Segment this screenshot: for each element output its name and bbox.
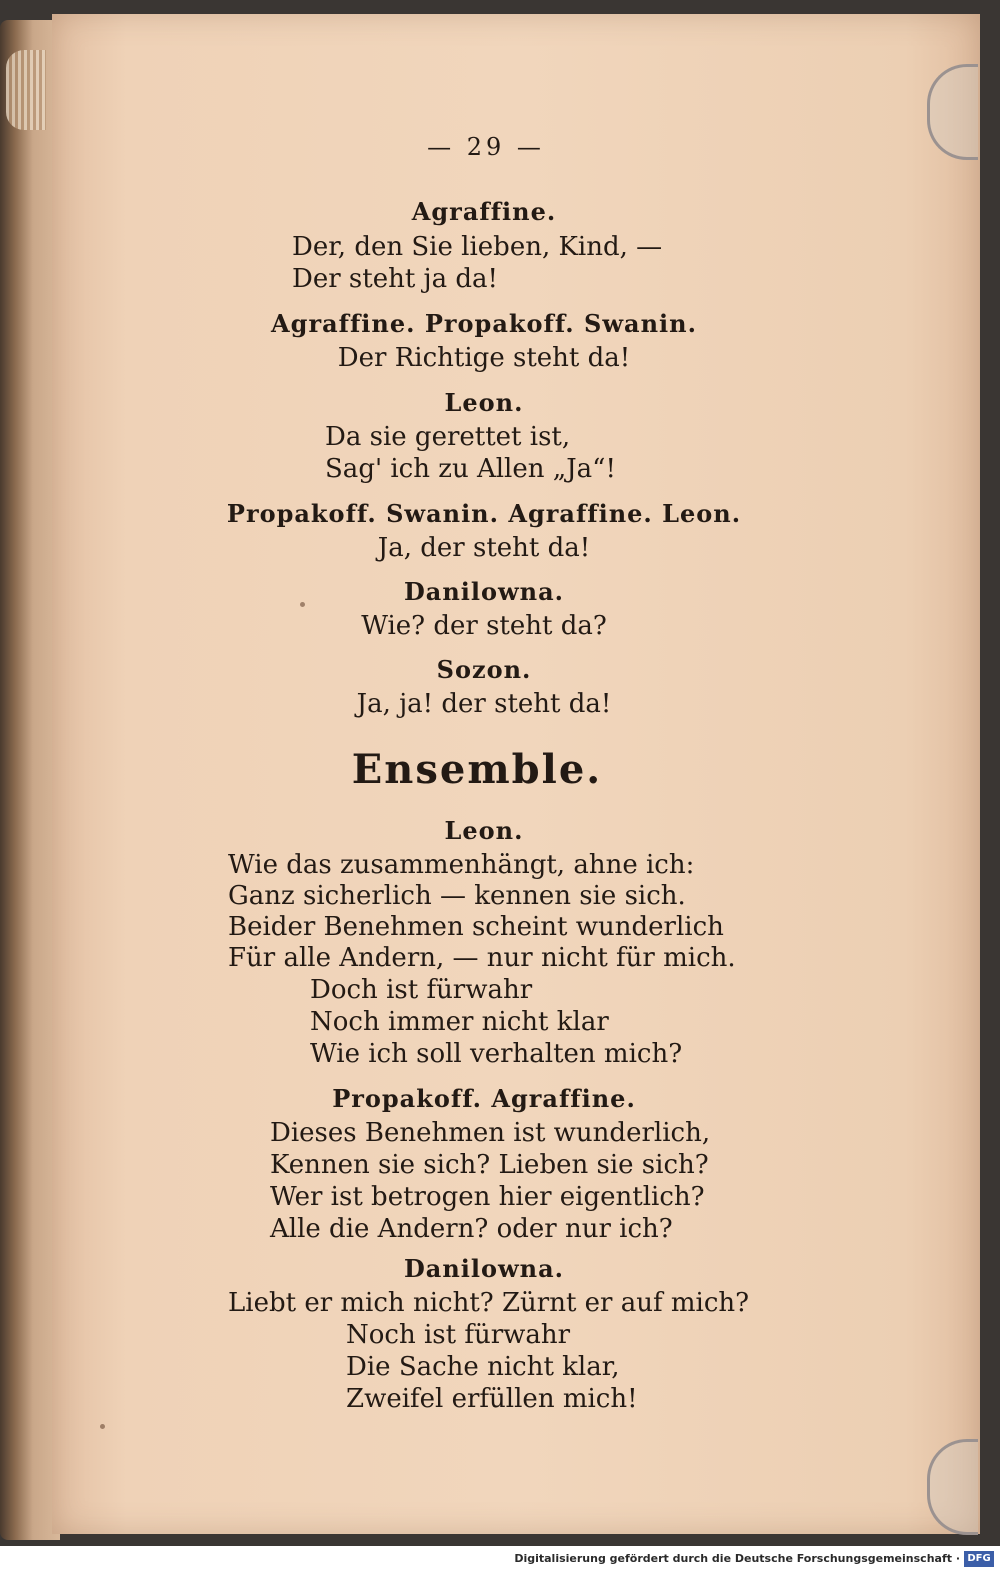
book-spine-edge [0, 20, 60, 1540]
speaker-name: Propakoff. Swanin. Agraffine. Leon. [226, 499, 742, 528]
verse-line: Wie das zusammenhängt, ahne ich: [228, 850, 695, 880]
ink-speck [300, 602, 305, 607]
verse-line: Die Sache nicht klar, [346, 1352, 620, 1382]
speaker-name: Leon. [444, 816, 524, 845]
verse-line: Wie? der steht da? [361, 611, 607, 641]
verse-line: Alle die Andern? oder nur ich? [270, 1214, 673, 1244]
verse-line: Zweifel erfüllen mich! [346, 1384, 638, 1414]
verse-line: Noch immer nicht klar [310, 1007, 609, 1037]
verse-line: Der Richtige steht da! [337, 343, 631, 373]
verse-line: Kennen sie sich? Lieben sie sich? [270, 1150, 709, 1180]
verse-line: Wie ich soll verhalten mich? [310, 1039, 683, 1069]
verse-line: Da sie gerettet ist, [325, 422, 571, 452]
page-edges [6, 50, 46, 130]
digitization-footer [0, 1546, 1000, 1574]
verse-line: Für alle Andern, — nur nicht für mich. [228, 943, 736, 973]
speaker-name: Danilowna. [403, 577, 565, 606]
verse-line: Der steht ja da! [292, 264, 498, 294]
page-number: — 29 — [427, 133, 545, 161]
page-clip-top [927, 64, 978, 160]
page-clip-bottom [927, 1439, 978, 1535]
verse-line: Der, den Sie lieben, Kind, — [292, 232, 663, 262]
verse-line: Dieses Benehmen ist wunderlich, [270, 1118, 711, 1148]
verse-line: Beider Benehmen scheint wunderlich [228, 912, 724, 942]
dfg-logo: DFG [964, 1551, 994, 1567]
speaker-name: Agraffine. [411, 197, 557, 226]
ink-speck [100, 1424, 105, 1429]
footer-credit: Digitalisierung gefördert durch die Deutsche Forschungsgemeinschaft · [514, 1552, 960, 1565]
section-heading: Ensemble. [351, 746, 603, 793]
speaker-name: Danilowna. [403, 1254, 565, 1283]
verse-line: Wer ist betrogen hier eigentlich? [270, 1182, 705, 1212]
verse-line: Doch ist fürwahr [310, 975, 533, 1005]
verse-line: Ganz sicherlich — kennen sie sich. [228, 881, 686, 911]
verse-line: Sag' ich zu Allen „Ja“! [325, 454, 616, 484]
verse-line: Ja, ja! der steht da! [356, 689, 612, 719]
verse-line: Liebt er mich nicht? Zürnt er auf mich? [228, 1288, 750, 1318]
speaker-name: Sozon. [436, 655, 532, 684]
speaker-name: Leon. [444, 388, 524, 417]
speaker-name: Agraffine. Propakoff. Swanin. [271, 309, 697, 338]
speaker-name: Propakoff. Agraffine. [332, 1084, 636, 1113]
verse-line: Noch ist fürwahr [346, 1320, 571, 1350]
verse-line: Ja, der steht da! [377, 533, 591, 563]
